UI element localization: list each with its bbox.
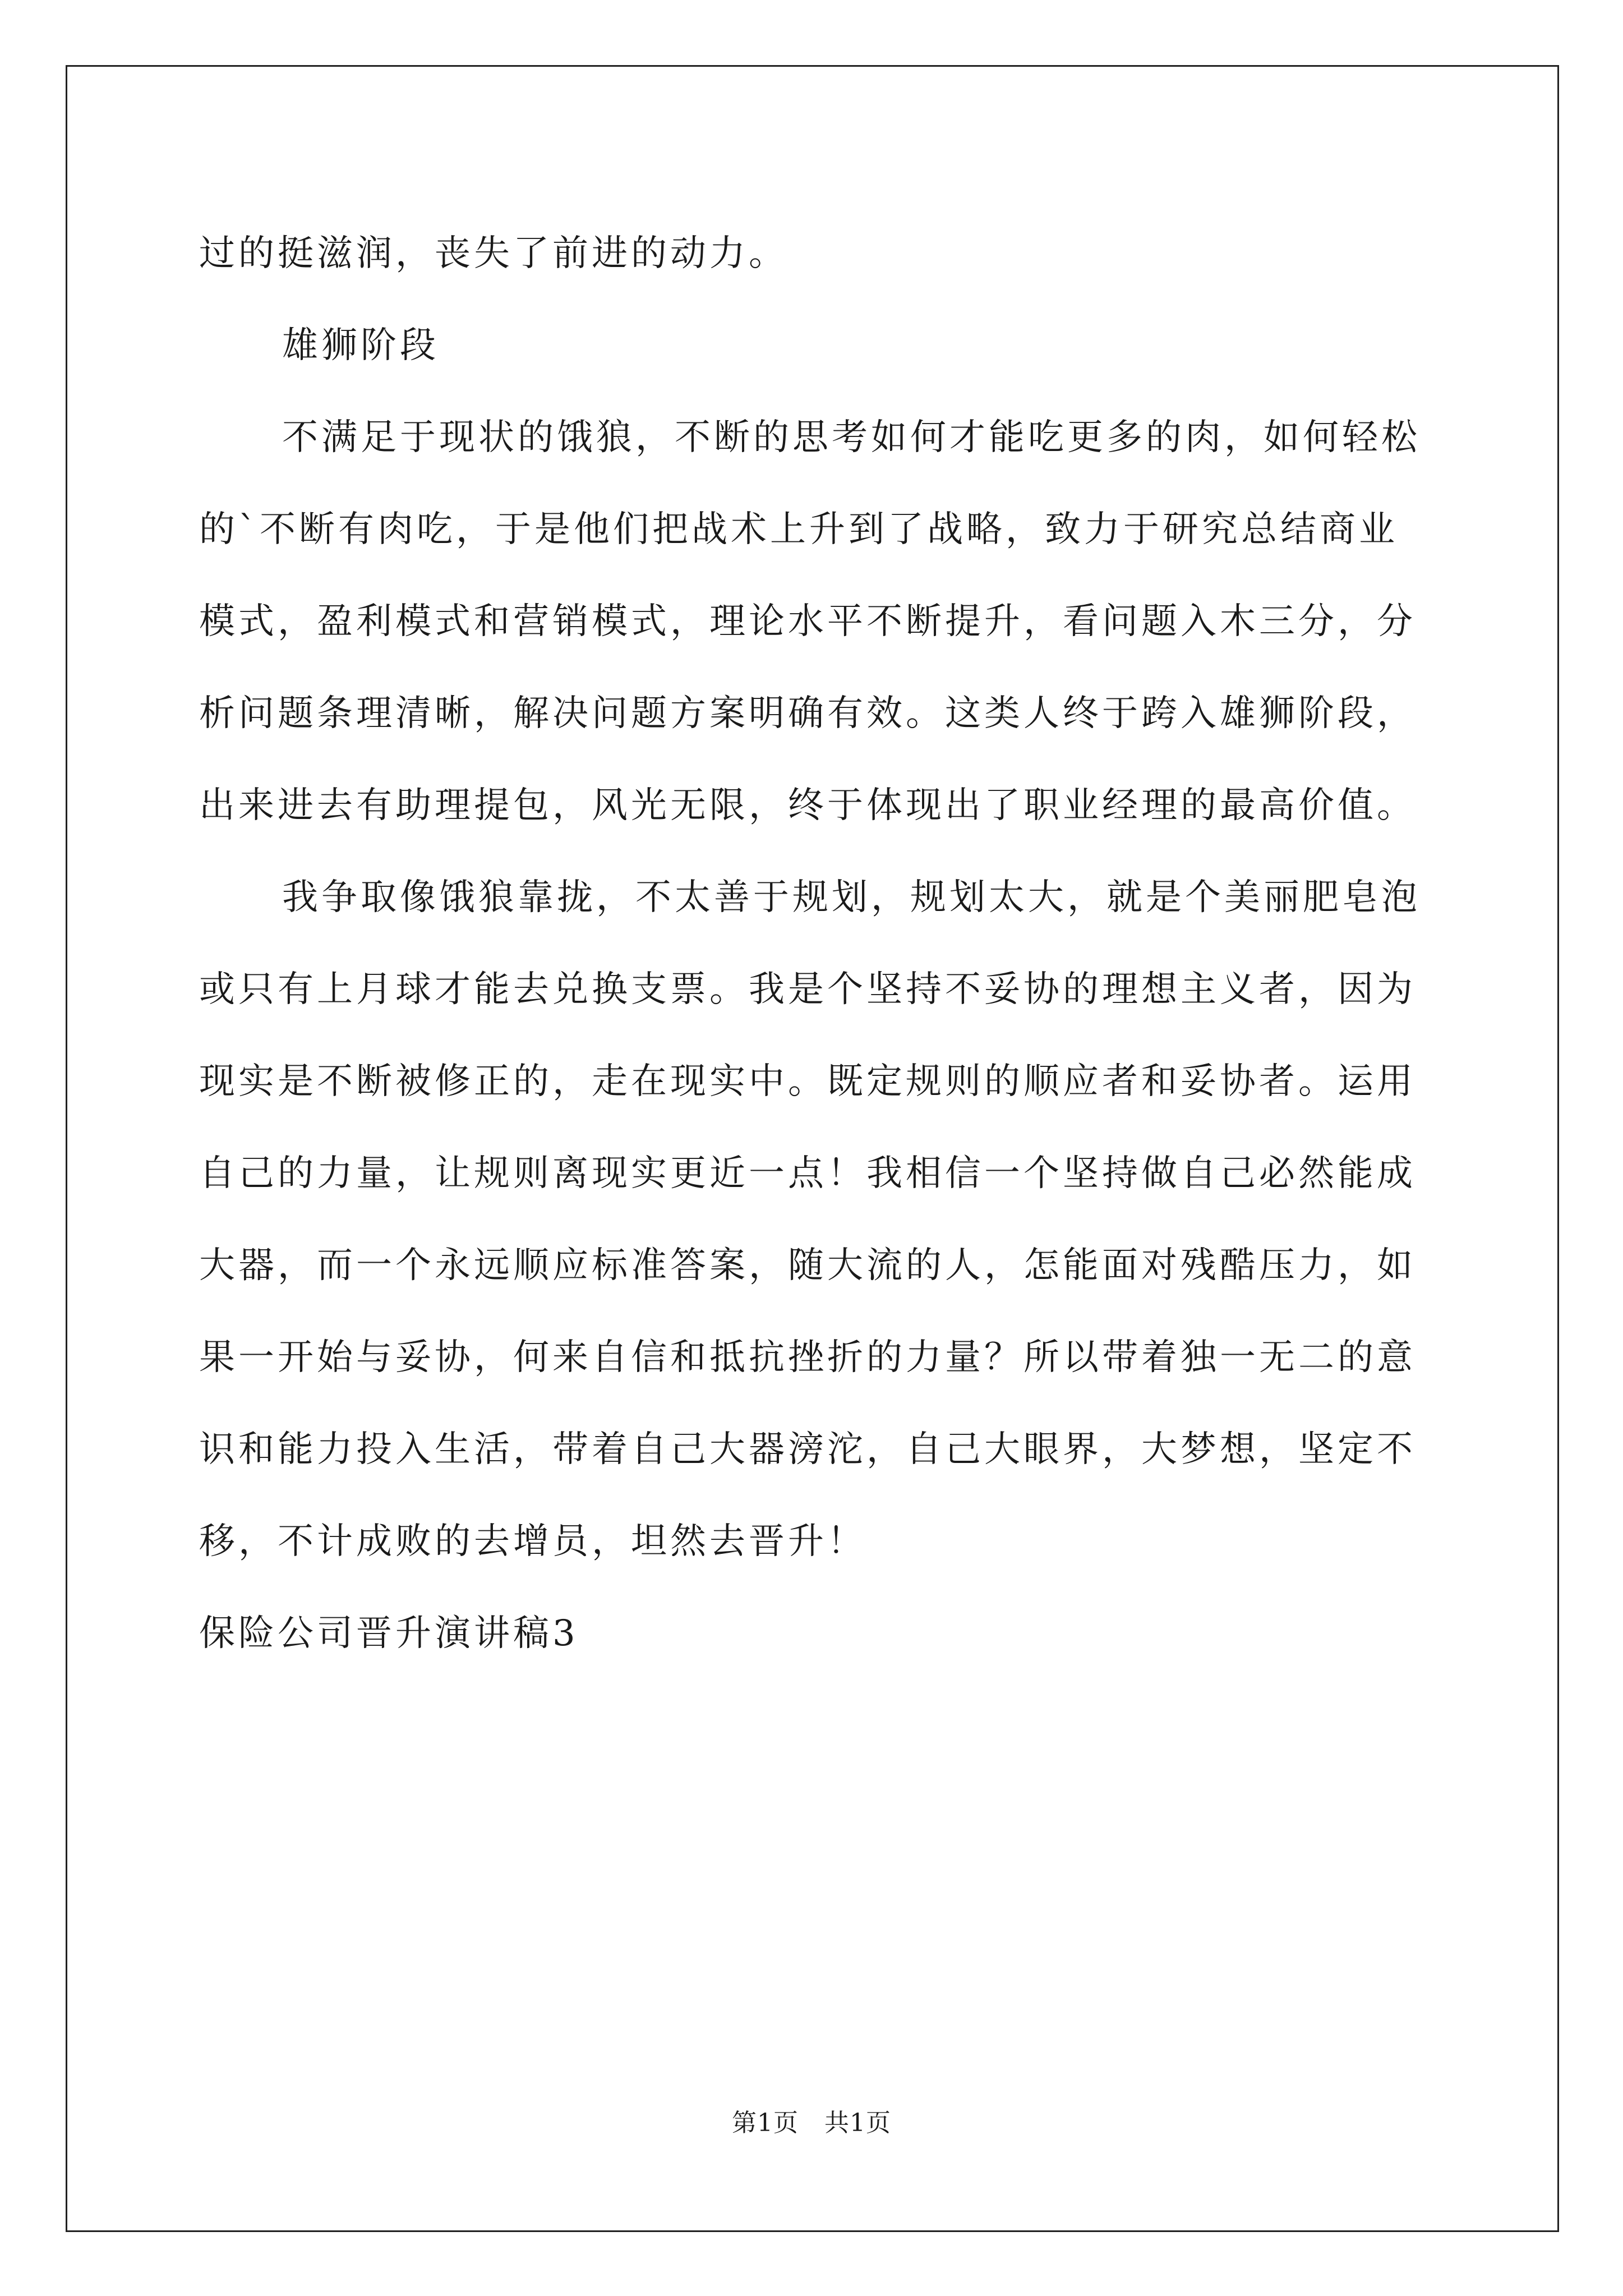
paragraph-personal-view: 我争取像饿狼靠拢，不太善于规划，规划太大，就是个美丽肥皂泡或只有上月球才能去兑换支票。我是个坚持不妥协的理想主义者，因为现实是不断被修正的，走在现实中。既定规则的顺应者和妥协者。运用自己的力量，让规则离现实更近一点！我相信一个坚持做自己必然能成大器，而一个永远顺应标准答案，随大流的人，怎能面对残酷压力，如果一开始与妥协，何来自信和抵抗挫折的力量？所以带着独一无二的意识和能力投入生活，带着自己大器滂沱，自己大眼界，大梦想，坚定不移，不计成败的去增员，坦然去晋升！ (199, 877, 1421, 1562)
document-body (199, 208, 1433, 1680)
page-number-current: 第1页 (732, 2109, 799, 2137)
page-footer (0, 2102, 1623, 2138)
paragraph-lion-stage: 不满足于现状的饿狼，不断的思考如何才能吃更多的肉，如何轻松的`不断有肉吃，于是他们把战术上升到了战略，致力于研究总结商业模式，盈利模式和营销模式，理论水平不断提升，看问题入木三分，分析问题条理清晰，解决问题方案明确有效。这类人终于跨入雄狮阶段，出来进去有助理提包，风光无限，终于体现出了职业经理的最高价值。 (199, 417, 1421, 826)
paragraph-continuation: 过的挺滋润，丧失了前进的动力。 (199, 233, 788, 274)
document-title-next: 保险公司晋升演讲稿3 (199, 1613, 579, 1654)
section-heading: 雄狮阶段 (282, 325, 439, 366)
page-number-total: 共1页 (824, 2109, 891, 2137)
